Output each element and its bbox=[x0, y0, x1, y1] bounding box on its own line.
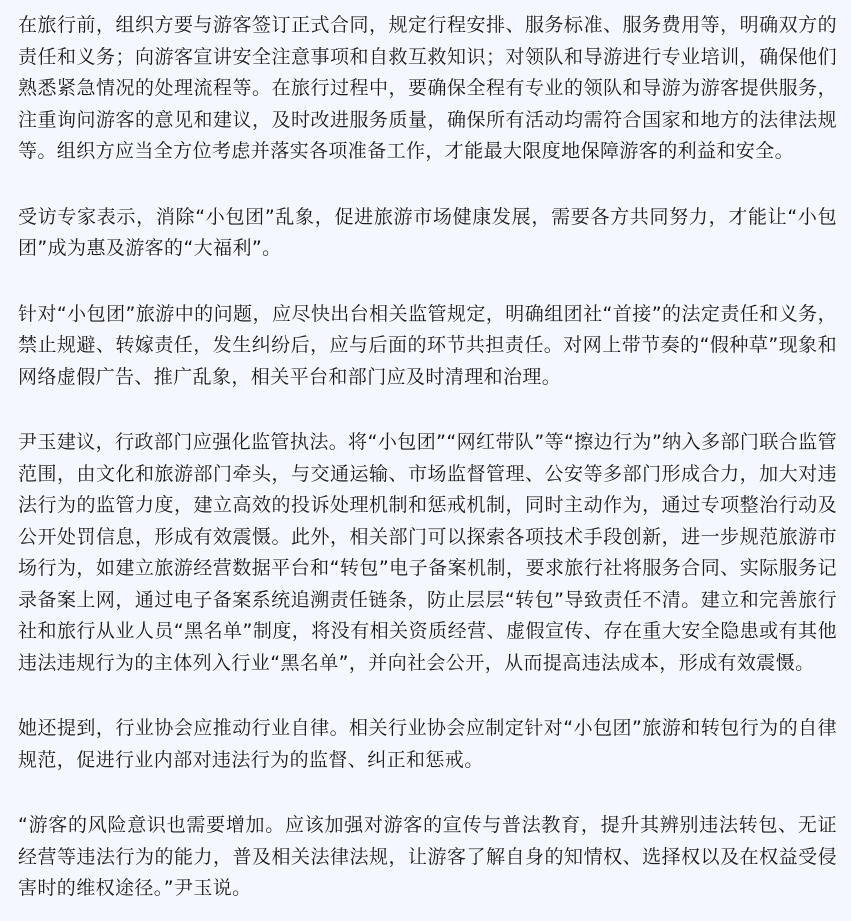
paragraph-industry-self-discipline: 她还提到，行业协会应推动行业自律。相关行业协会应制定针对“小包团”旅游和转包行为的自律规范，促进行业内部对违法行为的监督、纠正和惩戒。 bbox=[18, 717, 837, 771]
paragraph-enforcement: 尹玉建议，行政部门应强化监管执法。将“小包团”“网红带队”等“擦边行为”纳入多部门联合监管范围，由文化和旅游部门牵头，与交通运输、市场监督管理、公安等多部门形成合力，加大对违法行为的监管力度，建立高效的投诉处理机制和惩戒机制，同时主动作为，通过专项整治行动及公开处罚信息，形成有效震慑。此外，相关部门可以探索各项技术手段创新，进一步规范旅游市场行为，如建立旅游经营数据平台和“转包”电子备案机制，要求旅行社将服务合同、实际服务记录备案上网，通过电子备案系统追溯责任链条，防止层层“转包”导致责任不清。建立和完善旅行社和旅行从业人员“黑名单”制度，将没有相关资质经营、虚假宣传、存在重大安全隐患或有其他违法违规行为的主体列入行业“黑名单”，并向社会公开，从而提高违法成本，形成有效震慑。 bbox=[18, 431, 837, 674]
paragraph-expert-opinion: 受访专家表示，消除“小包团”乱象，促进旅游市场健康发展，需要各方共同努力，才能让“小包团”成为惠及游客的“大福利”。 bbox=[18, 205, 837, 259]
paragraph-regulation: 针对“小包团”旅游中的问题，应尽快出台相关监管规定，明确组团社“首接”的法定责任和义务，禁止规避、转嫁责任，发生纠纷后，应与后面的环节共担责任。对网上带节奏的“假种草”现象和网络虚假广告、推广乱象，相关平台和部门应及时清理和治理。 bbox=[18, 302, 837, 388]
paragraph-preparation: 在旅行前，组织方要与游客签订正式合同，规定行程安排、服务标准、服务费用等，明确双方的责任和义务；向游客宣讲安全注意事项和自救互救知识；对领队和导游进行专业培训，确保他们熟悉紧急情况的处理流程等。在旅行过程中，要确保全程有专业的领队和导游为游客提供服务，注重询问游客的意见和建议，及时改进服务质量，确保所有活动均需符合国家和地方的法律法规等。组织方应当全方位考虑并落实各项准备工作，才能最大限度地保障游客的利益和安全。 bbox=[18, 14, 837, 162]
paragraph-tourist-awareness-quote: “游客的风险意识也需要增加。应该加强对游客的宣传与普法教育，提升其辨别违法转包、无证经营等违法行为的能力，普及相关法律法规，让游客了解自身的知情权、选择权以及在权益受侵害时的维权途径。”尹玉说。 bbox=[18, 814, 837, 899]
